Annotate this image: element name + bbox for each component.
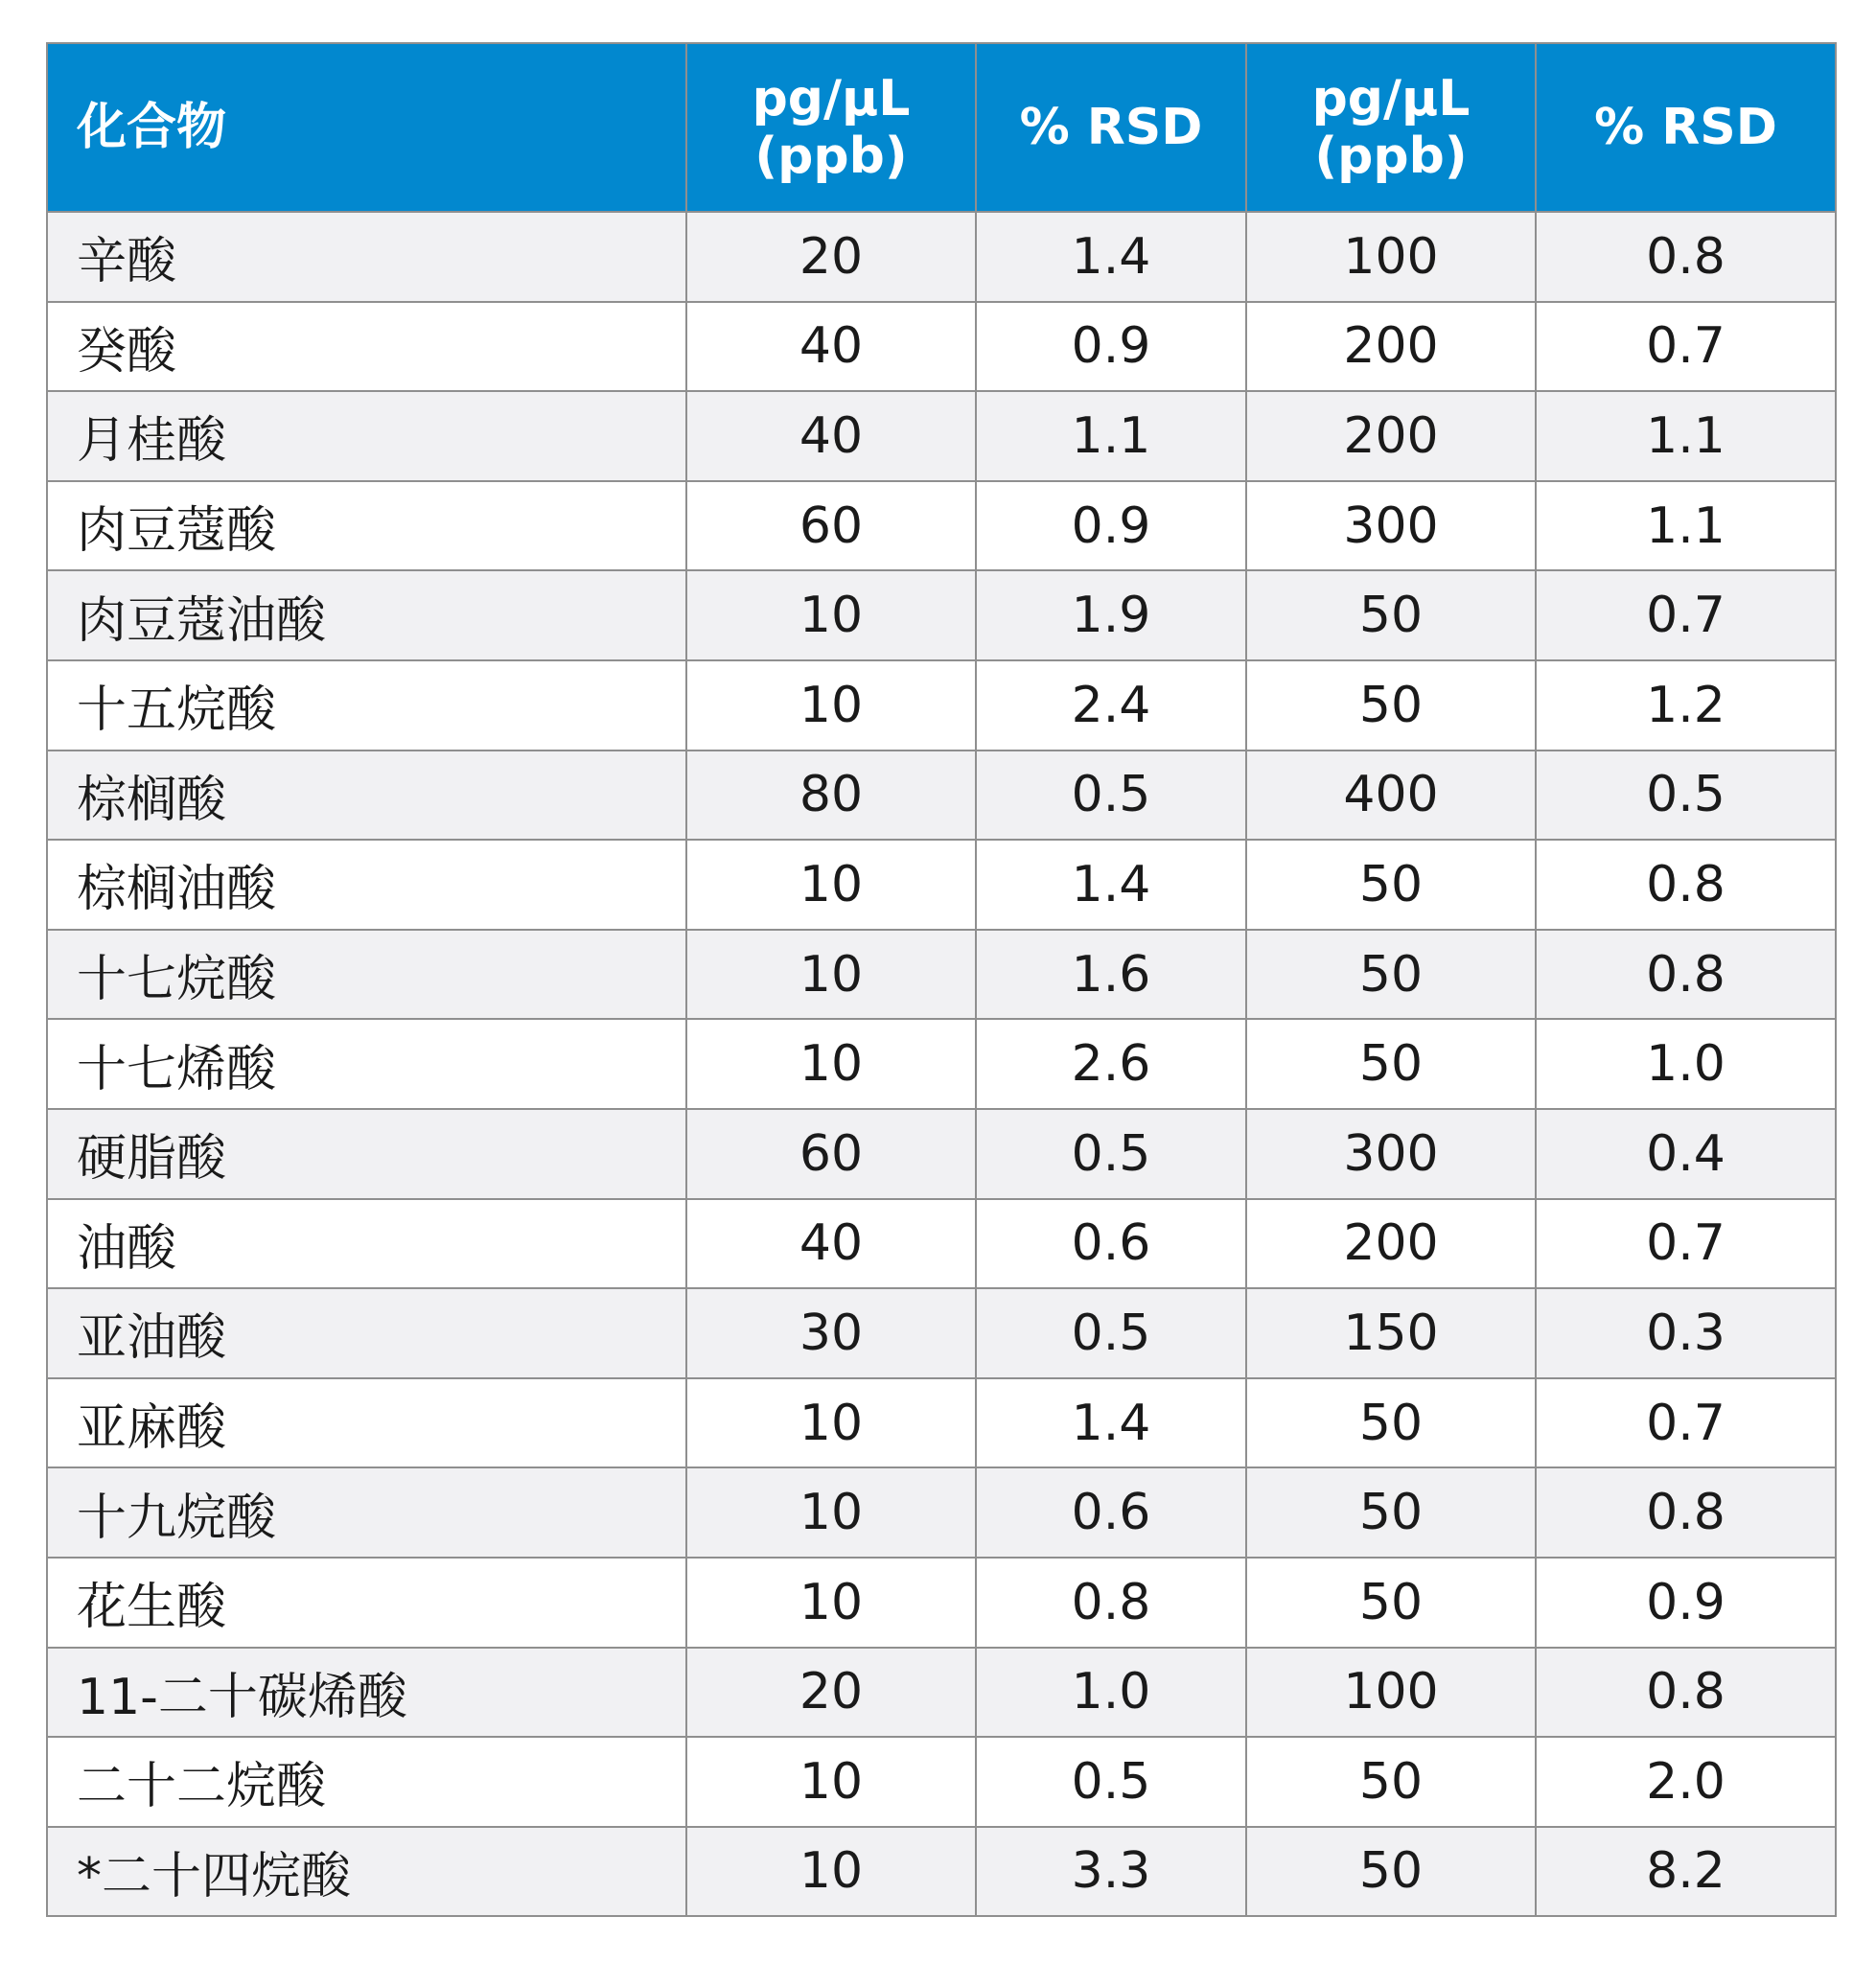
compound-name-cell: 硬脂酸 xyxy=(47,1109,686,1199)
rsd-high-cell: 0.8 xyxy=(1536,1648,1836,1738)
rsd-high-cell: 2.0 xyxy=(1536,1737,1836,1827)
concentration-high-cell: 50 xyxy=(1246,570,1536,660)
concentration-high-cell: 300 xyxy=(1246,1109,1536,1199)
table-header xyxy=(47,43,1836,212)
table-row xyxy=(47,930,1836,1020)
compound-name-cell: 棕榈酸 xyxy=(47,751,686,841)
concentration-high-cell: 100 xyxy=(1246,1648,1536,1738)
header-rsd-high-label: % RSD xyxy=(1594,99,1777,156)
table-row xyxy=(47,1109,1836,1199)
rsd-high-cell: 8.2 xyxy=(1536,1827,1836,1917)
concentration-low-cell: 30 xyxy=(686,1288,976,1378)
concentration-low-cell: 60 xyxy=(686,1109,976,1199)
rsd-high-cell: 0.8 xyxy=(1536,840,1836,930)
header-rsd-low-label: % RSD xyxy=(1019,99,1203,156)
header-compound xyxy=(47,43,686,212)
table-row xyxy=(47,1737,1836,1827)
concentration-low-cell: 10 xyxy=(686,1737,976,1827)
table-row xyxy=(47,481,1836,571)
concentration-high-cell: 50 xyxy=(1246,840,1536,930)
concentration-high-cell: 50 xyxy=(1246,1378,1536,1468)
rsd-low-cell: 0.6 xyxy=(976,1199,1246,1289)
concentration-high-cell: 200 xyxy=(1246,302,1536,392)
table-row xyxy=(47,1288,1836,1378)
rsd-low-cell: 0.5 xyxy=(976,751,1246,841)
concentration-high-cell: 100 xyxy=(1246,212,1536,302)
concentration-high-cell: 200 xyxy=(1246,391,1536,481)
concentration-low-cell: 60 xyxy=(686,481,976,571)
table-row xyxy=(47,1467,1836,1558)
concentration-low-cell: 40 xyxy=(686,1199,976,1289)
rsd-low-cell: 1.0 xyxy=(976,1648,1246,1738)
table-row xyxy=(47,840,1836,930)
rsd-low-cell: 1.4 xyxy=(976,1378,1246,1468)
rsd-high-cell: 0.7 xyxy=(1536,1378,1836,1468)
concentration-high-cell: 50 xyxy=(1246,1827,1536,1917)
compound-name-cell: 肉豆蔻酸 xyxy=(47,481,686,571)
compound-name-cell: 11-二十碳烯酸 xyxy=(47,1648,686,1738)
table-body xyxy=(47,212,1836,1916)
rsd-high-cell: 0.9 xyxy=(1536,1558,1836,1648)
concentration-high-cell: 300 xyxy=(1246,481,1536,571)
concentration-high-cell: 200 xyxy=(1246,1199,1536,1289)
compound-name-cell: 十七烯酸 xyxy=(47,1019,686,1109)
rsd-low-cell: 1.9 xyxy=(976,570,1246,660)
table-row xyxy=(47,1558,1836,1648)
compound-name-cell: 花生酸 xyxy=(47,1558,686,1648)
concentration-low-cell: 10 xyxy=(686,1019,976,1109)
concentration-low-cell: 10 xyxy=(686,1827,976,1917)
rsd-high-cell: 0.7 xyxy=(1536,570,1836,660)
header-concentration-high xyxy=(1246,43,1536,212)
concentration-low-cell: 20 xyxy=(686,1648,976,1738)
rsd-low-cell: 0.6 xyxy=(976,1467,1246,1558)
header-concentration-low-ppb: (ppb) xyxy=(754,127,908,185)
concentration-low-cell: 10 xyxy=(686,930,976,1020)
concentration-low-cell: 40 xyxy=(686,302,976,392)
rsd-high-cell: 0.5 xyxy=(1536,751,1836,841)
rsd-low-cell: 0.5 xyxy=(976,1109,1246,1199)
header-compound-label: 化合物 xyxy=(77,99,227,156)
header-rsd-low xyxy=(976,43,1246,212)
compound-name-cell: 二十二烷酸 xyxy=(47,1737,686,1827)
rsd-low-cell: 1.6 xyxy=(976,930,1246,1020)
rsd-high-cell: 1.0 xyxy=(1536,1019,1836,1109)
rsd-high-cell: 0.4 xyxy=(1536,1109,1836,1199)
rsd-high-cell: 0.8 xyxy=(1536,212,1836,302)
rsd-low-cell: 0.9 xyxy=(976,302,1246,392)
header-concentration-high-ppb: (ppb) xyxy=(1314,127,1468,185)
compound-name-cell: 辛酸 xyxy=(47,212,686,302)
header-row xyxy=(47,43,1836,212)
header-concentration-low-unit: pg/µL xyxy=(752,70,911,127)
compound-name-cell: 月桂酸 xyxy=(47,391,686,481)
concentration-high-cell: 50 xyxy=(1246,1467,1536,1558)
concentration-low-cell: 80 xyxy=(686,751,976,841)
table-row xyxy=(47,1019,1836,1109)
table-row xyxy=(47,1827,1836,1917)
concentration-high-cell: 50 xyxy=(1246,660,1536,751)
concentration-high-cell: 150 xyxy=(1246,1288,1536,1378)
table-row xyxy=(47,1199,1836,1289)
concentration-low-cell: 10 xyxy=(686,1558,976,1648)
compound-name-cell: 亚油酸 xyxy=(47,1288,686,1378)
concentration-low-cell: 10 xyxy=(686,1467,976,1558)
rsd-high-cell: 0.7 xyxy=(1536,1199,1836,1289)
table-row xyxy=(47,660,1836,751)
rsd-low-cell: 3.3 xyxy=(976,1827,1246,1917)
rsd-low-cell: 1.1 xyxy=(976,391,1246,481)
compound-name-cell: 十九烷酸 xyxy=(47,1467,686,1558)
concentration-high-cell: 400 xyxy=(1246,751,1536,841)
table-row xyxy=(47,751,1836,841)
table-row xyxy=(47,570,1836,660)
rsd-low-cell: 1.4 xyxy=(976,212,1246,302)
header-concentration-high-unit: pg/µL xyxy=(1311,70,1471,127)
rsd-low-cell: 0.8 xyxy=(976,1558,1246,1648)
rsd-high-cell: 0.8 xyxy=(1536,1467,1836,1558)
compound-name-cell: 油酸 xyxy=(47,1199,686,1289)
concentration-low-cell: 10 xyxy=(686,1378,976,1468)
rsd-low-cell: 0.9 xyxy=(976,481,1246,571)
rsd-high-cell: 1.1 xyxy=(1536,391,1836,481)
rsd-high-cell: 0.7 xyxy=(1536,302,1836,392)
compound-name-cell: 十五烷酸 xyxy=(47,660,686,751)
concentration-low-cell: 10 xyxy=(686,840,976,930)
concentration-low-cell: 10 xyxy=(686,660,976,751)
concentration-low-cell: 20 xyxy=(686,212,976,302)
rsd-low-cell: 2.6 xyxy=(976,1019,1246,1109)
concentration-high-cell: 50 xyxy=(1246,1019,1536,1109)
header-concentration-low xyxy=(686,43,976,212)
rsd-high-cell: 0.8 xyxy=(1536,930,1836,1020)
rsd-high-cell: 1.2 xyxy=(1536,660,1836,751)
concentration-high-cell: 50 xyxy=(1246,930,1536,1020)
fatty-acid-results-table xyxy=(46,42,1837,1917)
header-rsd-high xyxy=(1536,43,1836,212)
table-row xyxy=(47,1378,1836,1468)
concentration-low-cell: 10 xyxy=(686,570,976,660)
table-row xyxy=(47,302,1836,392)
compound-name-cell: 十七烷酸 xyxy=(47,930,686,1020)
compound-name-cell: 棕榈油酸 xyxy=(47,840,686,930)
compound-name-cell: *二十四烷酸 xyxy=(47,1827,686,1917)
concentration-high-cell: 50 xyxy=(1246,1737,1536,1827)
compound-name-cell: 癸酸 xyxy=(47,302,686,392)
table-row xyxy=(47,1648,1836,1738)
rsd-high-cell: 0.3 xyxy=(1536,1288,1836,1378)
rsd-low-cell: 1.4 xyxy=(976,840,1246,930)
compound-name-cell: 亚麻酸 xyxy=(47,1378,686,1468)
rsd-low-cell: 0.5 xyxy=(976,1737,1246,1827)
rsd-low-cell: 0.5 xyxy=(976,1288,1246,1378)
table-row xyxy=(47,212,1836,302)
table-row xyxy=(47,391,1836,481)
concentration-high-cell: 50 xyxy=(1246,1558,1536,1648)
results-table-container xyxy=(46,42,1835,1917)
compound-name-cell: 肉豆蔻油酸 xyxy=(47,570,686,660)
rsd-high-cell: 1.1 xyxy=(1536,481,1836,571)
rsd-low-cell: 2.4 xyxy=(976,660,1246,751)
concentration-low-cell: 40 xyxy=(686,391,976,481)
